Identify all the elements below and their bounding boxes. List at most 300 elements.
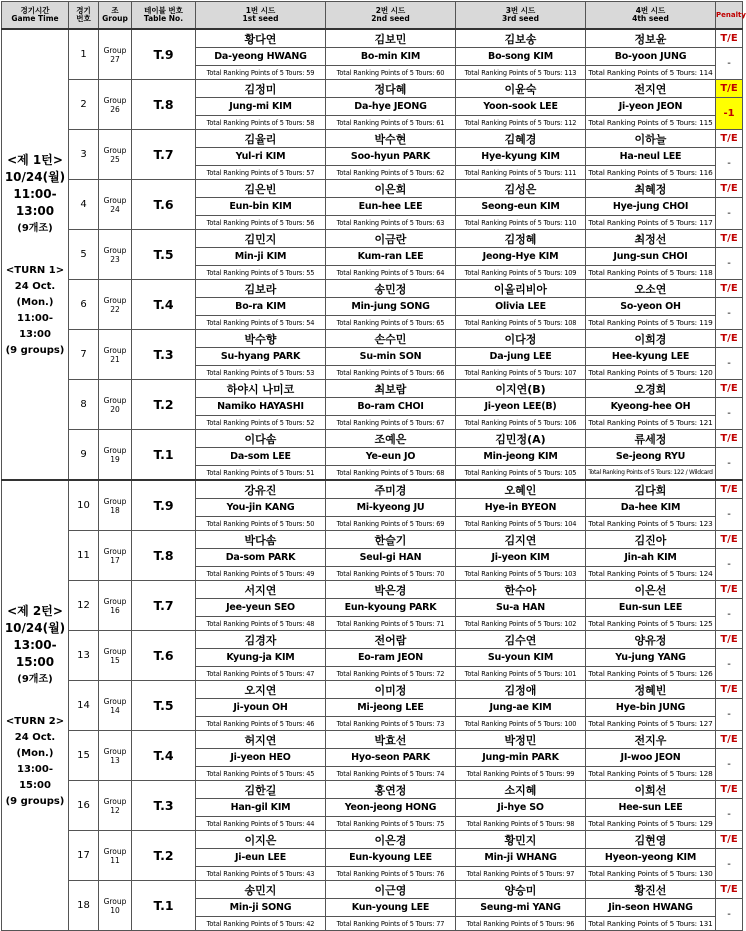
header-match-no: 경기 번호 — [69, 2, 99, 30]
match-number: 7 — [69, 330, 99, 380]
seed-1-ranking-points: Total Ranking Points of 5 Tours: 51 — [196, 466, 326, 481]
match-number: 2 — [69, 80, 99, 130]
match-row — [2, 29, 743, 48]
seed-4-korean-name: 정보윤 — [586, 29, 716, 48]
seed-3-english-name: Bo-song KIM — [456, 48, 586, 66]
penalty-flag: T/E — [716, 330, 743, 348]
seed-4-korean-name: 이하늘 — [586, 130, 716, 148]
group-cell — [99, 731, 132, 781]
seed-1-english-name: Jee-yeun SEO — [196, 599, 326, 617]
group-label: Group — [103, 145, 127, 155]
group-cell — [99, 631, 132, 681]
seed-3-ranking-points: Total Ranking Points of 5 Tours: 107 — [456, 366, 586, 380]
penalty-value: - — [716, 899, 743, 931]
seed-2-korean-name: 이금란 — [326, 230, 456, 248]
seed-2-english-name: Min-jung SONG — [326, 298, 456, 316]
seed-4-english-name: Hyeon-yeong KIM — [586, 849, 716, 867]
seed-3-ranking-points: Total Ranking Points of 5 Tours: 96 — [456, 917, 586, 931]
match-row — [2, 831, 743, 849]
seed-2-english-name: Yeon-jeong HONG — [326, 799, 456, 817]
penalty-flag: T/E — [716, 781, 743, 799]
penalty-flag: T/E — [716, 80, 743, 98]
group-label: Group — [103, 846, 127, 856]
seed-2-english-name: Eun-kyoung PARK — [326, 599, 456, 617]
seed-4-ranking-points: Total Ranking Points of 5 Tours: 127 — [586, 717, 716, 731]
group-cell — [99, 180, 132, 230]
turn-en-title: <TURN 1> — [5, 264, 65, 276]
penalty-value: - — [716, 699, 743, 731]
penalty-flag: T/E — [716, 230, 743, 248]
seed-4-korean-name: 전지연 — [586, 80, 716, 98]
seed-2-ranking-points: Total Ranking Points of 5 Tours: 68 — [326, 466, 456, 481]
seed-3-korean-name: 이지연(B) — [456, 380, 586, 398]
seed-4-korean-name: 최혜정 — [586, 180, 716, 198]
seed-3-english-name: Yoon-sook LEE — [456, 98, 586, 116]
seed-4-korean-name: 김현영 — [586, 831, 716, 849]
seed-1-ranking-points: Total Ranking Points of 5 Tours: 43 — [196, 867, 326, 881]
turn-kr-time2: 13:00 — [15, 203, 55, 218]
seed-1-ranking-points: Total Ranking Points of 5 Tours: 47 — [196, 667, 326, 681]
seed-2-korean-name: 김보민 — [326, 29, 456, 48]
seed-1-english-name: Eun-bin KIM — [196, 198, 326, 216]
penalty-value: - — [716, 799, 743, 831]
turn-kr-time1: 11:00- — [13, 186, 57, 201]
penalty-flag: T/E — [716, 380, 743, 398]
seed-3-english-name: Jung-ae KIM — [456, 699, 586, 717]
match-number: 10 — [69, 480, 99, 531]
group-cell — [99, 581, 132, 631]
seed-3-english-name: Seong-eun KIM — [456, 198, 586, 216]
seed-2-ranking-points: Total Ranking Points of 5 Tours: 70 — [326, 567, 456, 581]
seed-1-ranking-points: Total Ranking Points of 5 Tours: 54 — [196, 316, 326, 330]
seed-3-ranking-points: Total Ranking Points of 5 Tours: 105 — [456, 466, 586, 481]
seed-3-ranking-points: Total Ranking Points of 5 Tours: 100 — [456, 717, 586, 731]
seed-1-english-name: Su-hyang PARK — [196, 348, 326, 366]
seed-1-ranking-points: Total Ranking Points of 5 Tours: 52 — [196, 416, 326, 430]
group-cell — [99, 29, 132, 80]
group-label: Group — [103, 445, 127, 455]
match-number: 18 — [69, 881, 99, 931]
match-row — [2, 280, 743, 298]
group-label: Group — [103, 45, 127, 55]
seed-3-ranking-points: Total Ranking Points of 5 Tours: 108 — [456, 316, 586, 330]
group-number: 15 — [110, 655, 120, 665]
seed-3-ranking-points: Total Ranking Points of 5 Tours: 102 — [456, 617, 586, 631]
seed-1-korean-name: 김한길 — [196, 781, 326, 799]
seed-1-english-name: Han-gil KIM — [196, 799, 326, 817]
table-number: T.1 — [132, 430, 196, 481]
group-number: 22 — [110, 304, 120, 314]
seed-4-korean-name: 황진선 — [586, 881, 716, 899]
seed-1-korean-name: 김민지 — [196, 230, 326, 248]
group-cell — [99, 380, 132, 430]
table-number: T.6 — [132, 180, 196, 230]
seed-4-ranking-points: Total Ranking Points of 5 Tours: 116 — [586, 166, 716, 180]
seed-2-english-name: Bo-min KIM — [326, 48, 456, 66]
seed-2-korean-name: 주미경 — [326, 480, 456, 499]
seed-3-korean-name: 김지연 — [456, 531, 586, 549]
seed-3-ranking-points: Total Ranking Points of 5 Tours: 111 — [456, 166, 586, 180]
seed-3-ranking-points: Total Ranking Points of 5 Tours: 113 — [456, 66, 586, 80]
seed-2-ranking-points: Total Ranking Points of 5 Tours: 74 — [326, 767, 456, 781]
group-label: Group — [103, 496, 127, 506]
seed-2-ranking-points: Total Ranking Points of 5 Tours: 63 — [326, 216, 456, 230]
seed-1-english-name: Ji-eun LEE — [196, 849, 326, 867]
seed-1-korean-name: 서지연 — [196, 581, 326, 599]
group-label: Group — [103, 195, 127, 205]
seed-2-english-name: Eun-hee LEE — [326, 198, 456, 216]
seed-1-english-name: Ji-youn OH — [196, 699, 326, 717]
seed-1-ranking-points: Total Ranking Points of 5 Tours: 59 — [196, 66, 326, 80]
group-label: Group — [103, 245, 127, 255]
seed-4-english-name: Bo-yoon JUNG — [586, 48, 716, 66]
seed-2-english-name: Soo-hyun PARK — [326, 148, 456, 166]
seed-2-ranking-points: Total Ranking Points of 5 Tours: 67 — [326, 416, 456, 430]
group-number: 18 — [110, 505, 120, 515]
group-number: 13 — [110, 755, 120, 765]
penalty-flag: T/E — [716, 180, 743, 198]
seed-1-korean-name: 이다솜 — [196, 430, 326, 448]
penalty-value: - — [716, 48, 743, 80]
match-number: 8 — [69, 380, 99, 430]
header-seed-2: 2번 시드 2nd seed — [326, 2, 456, 30]
seed-2-korean-name: 홍연정 — [326, 781, 456, 799]
group-label: Group — [103, 95, 127, 105]
match-number: 12 — [69, 581, 99, 631]
turn-en-groups: (9 groups) — [5, 344, 65, 356]
table-number: T.4 — [132, 731, 196, 781]
table-number: T.5 — [132, 230, 196, 280]
seed-2-korean-name: 전어람 — [326, 631, 456, 649]
seed-4-korean-name: 최정선 — [586, 230, 716, 248]
seed-4-korean-name: 이희경 — [586, 330, 716, 348]
group-cell — [99, 881, 132, 931]
group-number: 25 — [110, 154, 120, 164]
seed-4-english-name: Jung-sun CHOI — [586, 248, 716, 266]
seed-1-ranking-points: Total Ranking Points of 5 Tours: 50 — [196, 517, 326, 531]
turn-time-cell — [2, 480, 69, 931]
turn-kr-time2: 15:00 — [15, 654, 55, 669]
seed-4-korean-name: 정혜빈 — [586, 681, 716, 699]
group-cell — [99, 80, 132, 130]
seed-3-ranking-points: Total Ranking Points of 5 Tours: 98 — [456, 817, 586, 831]
seed-3-korean-name: 김정애 — [456, 681, 586, 699]
seed-2-korean-name: 박은경 — [326, 581, 456, 599]
group-number: 24 — [110, 204, 120, 214]
seed-3-english-name: Da-jung LEE — [456, 348, 586, 366]
group-number: 27 — [110, 54, 120, 64]
seed-2-ranking-points: Total Ranking Points of 5 Tours: 76 — [326, 867, 456, 881]
seed-2-korean-name: 이근영 — [326, 881, 456, 899]
seed-2-ranking-points: Total Ranking Points of 5 Tours: 75 — [326, 817, 456, 831]
seed-3-english-name: Hye-in BYEON — [456, 499, 586, 517]
seed-4-korean-name: 전지우 — [586, 731, 716, 749]
turn-en-date2: (Mon.) — [16, 747, 54, 759]
group-label: Group — [103, 295, 127, 305]
seed-3-korean-name: 이윤숙 — [456, 80, 586, 98]
seed-3-korean-name: 이다정 — [456, 330, 586, 348]
seed-1-korean-name: 박수향 — [196, 330, 326, 348]
seed-4-ranking-points: Total Ranking Points of 5 Tours: 121 — [586, 416, 716, 430]
seed-3-english-name: Su-youn KIM — [456, 649, 586, 667]
seed-1-korean-name: 김은빈 — [196, 180, 326, 198]
seed-1-korean-name: 황다연 — [196, 29, 326, 48]
table-number: T.7 — [132, 581, 196, 631]
penalty-value: - — [716, 499, 743, 531]
penalty-flag: T/E — [716, 881, 743, 899]
penalty-value: - — [716, 198, 743, 230]
penalty-flag: T/E — [716, 731, 743, 749]
seed-3-korean-name: 양승미 — [456, 881, 586, 899]
seed-4-english-name: Jin-seon HWANG — [586, 899, 716, 917]
seed-4-ranking-points: Total Ranking Points of 5 Tours: 124 — [586, 567, 716, 581]
group-number: 10 — [110, 905, 120, 915]
header-game-time: 경기시간 Game Time — [2, 2, 69, 30]
penalty-flag: T/E — [716, 681, 743, 699]
seed-2-korean-name: 송민정 — [326, 280, 456, 298]
table-number: T.7 — [132, 130, 196, 180]
seed-1-ranking-points: Total Ranking Points of 5 Tours: 46 — [196, 717, 326, 731]
seed-4-korean-name: 김다희 — [586, 480, 716, 499]
seed-4-korean-name: 류세정 — [586, 430, 716, 448]
seed-1-ranking-points: Total Ranking Points of 5 Tours: 55 — [196, 266, 326, 280]
seed-4-ranking-points: Total Ranking Points of 5 Tours: 117 — [586, 216, 716, 230]
group-cell — [99, 681, 132, 731]
group-number: 23 — [110, 254, 120, 264]
penalty-flag: T/E — [716, 531, 743, 549]
table-number: T.2 — [132, 831, 196, 881]
header-seed-3: 3번 시드 3rd seed — [456, 2, 586, 30]
match-number: 3 — [69, 130, 99, 180]
penalty-value: - — [716, 599, 743, 631]
table-number: T.9 — [132, 29, 196, 80]
group-number: 16 — [110, 605, 120, 615]
match-row — [2, 531, 743, 549]
seed-4-ranking-points: Total Ranking Points of 5 Tours: 122 / Wildcard — [586, 466, 716, 481]
penalty-value: - — [716, 849, 743, 881]
group-label: Group — [103, 395, 127, 405]
seed-1-korean-name: 이지은 — [196, 831, 326, 849]
seed-3-ranking-points: Total Ranking Points of 5 Tours: 106 — [456, 416, 586, 430]
penalty-flag: T/E — [716, 430, 743, 448]
seed-2-english-name: Eo-ram JEON — [326, 649, 456, 667]
turn-kr-title: <제 1턴> — [7, 152, 63, 167]
seed-3-ranking-points: Total Ranking Points of 5 Tours: 97 — [456, 867, 586, 881]
turn-kr-groups: (9개조) — [17, 222, 53, 234]
seed-4-ranking-points: Total Ranking Points of 5 Tours: 119 — [586, 316, 716, 330]
seed-3-english-name: Jeong-Hye KIM — [456, 248, 586, 266]
seed-1-english-name: Yul-ri KIM — [196, 148, 326, 166]
seed-2-ranking-points: Total Ranking Points of 5 Tours: 65 — [326, 316, 456, 330]
seed-4-korean-name: 김진아 — [586, 531, 716, 549]
seed-3-english-name: Jung-min PARK — [456, 749, 586, 767]
seed-4-ranking-points: Total Ranking Points of 5 Tours: 130 — [586, 867, 716, 881]
group-number: 17 — [110, 555, 120, 565]
penalty-value: - — [716, 448, 743, 481]
seed-4-korean-name: 이희선 — [586, 781, 716, 799]
penalty-value: - — [716, 298, 743, 330]
seed-2-ranking-points: Total Ranking Points of 5 Tours: 69 — [326, 517, 456, 531]
seed-2-ranking-points: Total Ranking Points of 5 Tours: 61 — [326, 116, 456, 130]
turn-en-time: 13:00-15:00 — [17, 763, 53, 791]
seed-1-ranking-points: Total Ranking Points of 5 Tours: 44 — [196, 817, 326, 831]
match-row — [2, 480, 743, 499]
group-label: Group — [103, 746, 127, 756]
group-number: 19 — [110, 454, 120, 464]
seed-1-english-name: Da-som LEE — [196, 448, 326, 466]
seed-2-english-name: Hyo-seon PARK — [326, 749, 456, 767]
seed-1-english-name: Da-yeong HWANG — [196, 48, 326, 66]
seed-2-english-name: Bo-ram CHOI — [326, 398, 456, 416]
penalty-flag: T/E — [716, 130, 743, 148]
match-row — [2, 380, 743, 398]
seed-4-ranking-points: Total Ranking Points of 5 Tours: 125 — [586, 617, 716, 631]
group-label: Group — [103, 546, 127, 556]
seed-2-ranking-points: Total Ranking Points of 5 Tours: 66 — [326, 366, 456, 380]
match-number: 1 — [69, 29, 99, 80]
seed-2-korean-name: 박수현 — [326, 130, 456, 148]
group-label: Group — [103, 896, 127, 906]
seed-1-english-name: Min-ji KIM — [196, 248, 326, 266]
seed-4-korean-name: 양유정 — [586, 631, 716, 649]
penalty-value: - — [716, 348, 743, 380]
match-row — [2, 581, 743, 599]
penalty-flag: T/E — [716, 280, 743, 298]
seed-1-english-name: You-jin KANG — [196, 499, 326, 517]
group-cell — [99, 831, 132, 881]
seed-2-english-name: Kum-ran LEE — [326, 248, 456, 266]
group-label: Group — [103, 796, 127, 806]
seed-4-english-name: Ji-yeon JEON — [586, 98, 716, 116]
group-cell — [99, 430, 132, 481]
seed-2-korean-name: 이은경 — [326, 831, 456, 849]
header-table-no: 테이블 번호 Table No. — [132, 2, 196, 30]
match-row — [2, 631, 743, 649]
turn-kr-title: <제 2턴> — [7, 603, 63, 618]
seed-4-korean-name: 오경희 — [586, 380, 716, 398]
seed-1-ranking-points: Total Ranking Points of 5 Tours: 42 — [196, 917, 326, 931]
seed-4-english-name: Hye-jung CHOI — [586, 198, 716, 216]
seed-4-korean-name: 이은선 — [586, 581, 716, 599]
table-number: T.3 — [132, 330, 196, 380]
match-row — [2, 681, 743, 699]
seed-3-korean-name: 김수연 — [456, 631, 586, 649]
seed-3-korean-name: 김혜경 — [456, 130, 586, 148]
seed-2-ranking-points: Total Ranking Points of 5 Tours: 64 — [326, 266, 456, 280]
group-number: 20 — [110, 404, 120, 414]
seed-3-korean-name: 황민지 — [456, 831, 586, 849]
seed-4-korean-name: 오소연 — [586, 280, 716, 298]
seed-1-english-name: Da-som PARK — [196, 549, 326, 567]
seed-2-korean-name: 이미정 — [326, 681, 456, 699]
seed-2-english-name: Seul-gi HAN — [326, 549, 456, 567]
seed-1-english-name: Namiko HAYASHI — [196, 398, 326, 416]
seed-3-english-name: Ji-hye SO — [456, 799, 586, 817]
table-number: T.6 — [132, 631, 196, 681]
seed-1-korean-name: 송민지 — [196, 881, 326, 899]
seed-4-ranking-points: Total Ranking Points of 5 Tours: 115 — [586, 116, 716, 130]
seed-2-english-name: Eun-kyoung LEE — [326, 849, 456, 867]
match-row — [2, 731, 743, 749]
seed-1-korean-name: 김율리 — [196, 130, 326, 148]
seed-4-ranking-points: Total Ranking Points of 5 Tours: 114 — [586, 66, 716, 80]
seed-3-korean-name: 소지혜 — [456, 781, 586, 799]
seed-3-english-name: Hye-kyung KIM — [456, 148, 586, 166]
turn-en-date1: 24 Oct. — [14, 731, 56, 743]
seed-3-ranking-points: Total Ranking Points of 5 Tours: 101 — [456, 667, 586, 681]
penalty-value: - — [716, 398, 743, 430]
turn-time-cell — [2, 29, 69, 480]
header-penalty: Penalty — [716, 2, 743, 30]
penalty-flag: T/E — [716, 581, 743, 599]
seed-3-english-name: Seung-mi YANG — [456, 899, 586, 917]
header-seed-1: 1번 시드 1st seed — [196, 2, 326, 30]
seed-4-ranking-points: Total Ranking Points of 5 Tours: 128 — [586, 767, 716, 781]
seed-3-english-name: Ji-yeon KIM — [456, 549, 586, 567]
turn-en-date1: 24 Oct. — [14, 280, 56, 292]
seed-1-ranking-points: Total Ranking Points of 5 Tours: 56 — [196, 216, 326, 230]
header-group: 조 Group — [99, 2, 132, 30]
seed-2-korean-name: 박효선 — [326, 731, 456, 749]
table-number: T.8 — [132, 531, 196, 581]
penalty-flag: T/E — [716, 29, 743, 48]
seed-3-korean-name: 이올리비아 — [456, 280, 586, 298]
seed-3-ranking-points: Total Ranking Points of 5 Tours: 112 — [456, 116, 586, 130]
seed-1-korean-name: 박다솜 — [196, 531, 326, 549]
table-number: T.5 — [132, 681, 196, 731]
seed-1-english-name: Jung-mi KIM — [196, 98, 326, 116]
seed-4-english-name: Ha-neul LEE — [586, 148, 716, 166]
seed-2-english-name: Mi-jeong LEE — [326, 699, 456, 717]
seed-4-ranking-points: Total Ranking Points of 5 Tours: 131 — [586, 917, 716, 931]
seed-1-korean-name: 강유진 — [196, 480, 326, 499]
table-number: T.1 — [132, 881, 196, 931]
seed-2-ranking-points: Total Ranking Points of 5 Tours: 73 — [326, 717, 456, 731]
seed-1-ranking-points: Total Ranking Points of 5 Tours: 45 — [196, 767, 326, 781]
seed-1-korean-name: 김경자 — [196, 631, 326, 649]
group-label: Group — [103, 345, 127, 355]
seed-3-korean-name: 김성은 — [456, 180, 586, 198]
match-number: 16 — [69, 781, 99, 831]
match-row — [2, 230, 743, 248]
seed-4-ranking-points: Total Ranking Points of 5 Tours: 118 — [586, 266, 716, 280]
seed-3-korean-name: 김민정(A) — [456, 430, 586, 448]
seed-1-korean-name: 허지연 — [196, 731, 326, 749]
penalty-value: -1 — [716, 98, 743, 130]
seed-4-english-name: Da-hee KIM — [586, 499, 716, 517]
group-number: 26 — [110, 104, 120, 114]
match-number: 9 — [69, 430, 99, 481]
match-row — [2, 430, 743, 448]
turn-en-date2: (Mon.) — [16, 296, 54, 308]
seed-2-english-name: Ye-eun JO — [326, 448, 456, 466]
seed-3-korean-name: 김정혜 — [456, 230, 586, 248]
turn-kr-date: 10/24(월) — [4, 169, 66, 184]
penalty-flag: T/E — [716, 631, 743, 649]
group-number: 12 — [110, 805, 120, 815]
match-number: 14 — [69, 681, 99, 731]
turn-kr-date: 10/24(월) — [4, 620, 66, 635]
table-number: T.8 — [132, 80, 196, 130]
seed-2-ranking-points: Total Ranking Points of 5 Tours: 77 — [326, 917, 456, 931]
turn-kr-time1: 13:00- — [13, 637, 57, 652]
turn-kr-groups: (9개조) — [17, 673, 53, 685]
group-label: Group — [103, 646, 127, 656]
seed-2-english-name: Su-min SON — [326, 348, 456, 366]
group-label: Group — [103, 596, 127, 606]
seed-1-english-name: Ji-yeon HEO — [196, 749, 326, 767]
seed-1-ranking-points: Total Ranking Points of 5 Tours: 53 — [196, 366, 326, 380]
